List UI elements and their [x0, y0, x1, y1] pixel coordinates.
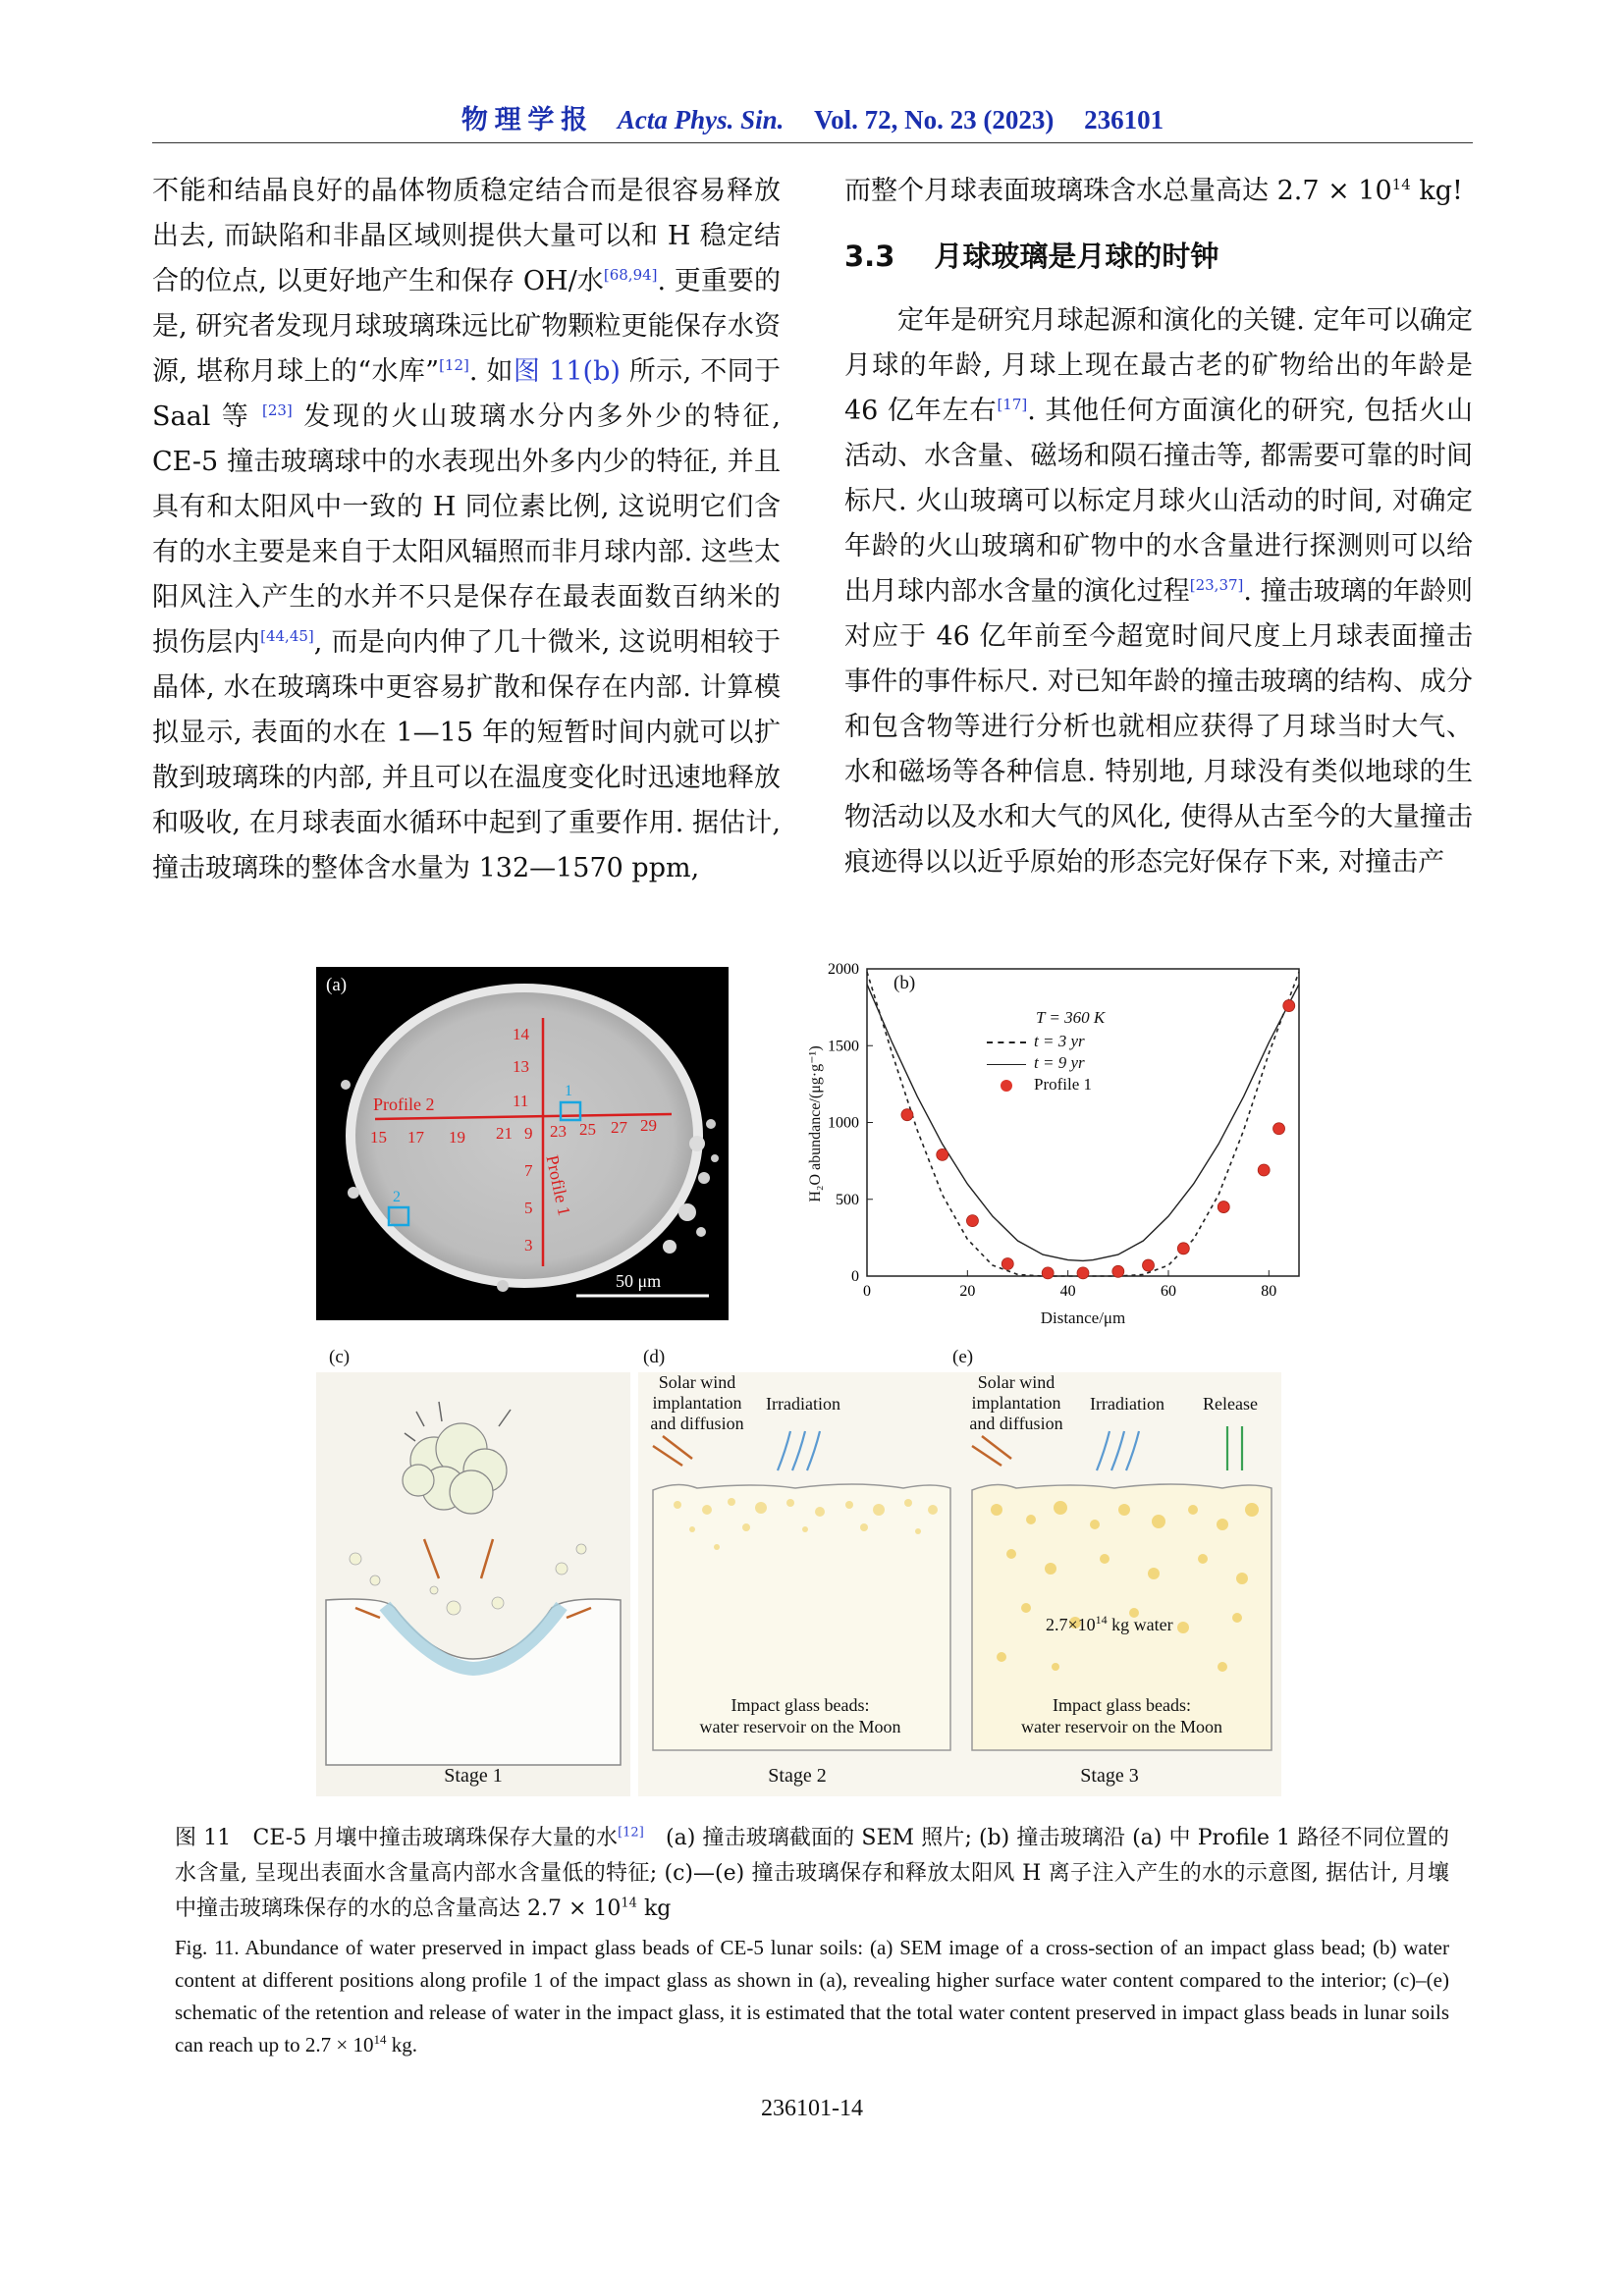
solar-wind-label: Solar wind implantation and diffusion	[650, 1372, 744, 1433]
release-label: Release	[1203, 1394, 1258, 1414]
citation-link[interactable]: [12]	[439, 356, 469, 374]
panel-c-label: (c)	[329, 1347, 351, 1367]
citation-link[interactable]: [23]	[261, 401, 293, 419]
left-column	[152, 169, 781, 891]
panel-a-label: (a)	[326, 975, 348, 995]
stage-1-label: Stage 1	[444, 1765, 503, 1787]
box-2-label: 2	[393, 1189, 401, 1205]
y-tick-label: 2000	[828, 961, 859, 978]
right-paragraph: 定年是研究月球起源和演化的关键. 定年可以确定月球的年龄, 月球上现在最古老的矿物给出的年龄是 46 亿年左右[17]. 其他任何方面演化的研究, 包括火山活动、水含量、磁场和陨石撞击等, 都需要可靠的时间标尺. 火山玻璃可以标定月球火山活动的时间, 对确定年龄的火山玻璃和矿物中的水含量进行探测则可以给出月球内部水含量的演化过程[23,37]. 撞击玻璃的年龄则对应于 46 亿年前至今超宽时间尺度上月球表面撞击事件的事件标尺. 对已知年龄的撞击玻璃的结构、成分和包含物等进行分析也就相应获得了月球当时大气、水和磁场等各种信息. 特别地, 月球没有类似地球的生物活动以及水和大气的风化, 使得从古至今的大量撞击痕迹得以以近乎原始的形态完好保存下来, 对撞击产	[844, 305, 1474, 878]
profile-1-point	[1077, 1267, 1089, 1279]
left-paragraph: 不能和结晶良好的晶体物质稳定结合而是很容易释放出去, 而缺陷和非晶区域则提供大量可以和 H 稳定结合的位点, 以更好地产生和保存 OH/水[68,94]. 更重要的是, 研究者发现月球玻璃珠远比矿物颗粒更能保存水资源, 堪称月球上的“水库”[12]. 如图 11(b) 所示, 不同于 Saal 等 [23] 发现的火山玻璃水分内多外少的特征, CE-5 撞击玻璃球中的水表现出外多内少的特征, 并且具有和太阳风中一致的 H 同位素比例, 这说明它们含有的水主要是来自于太阳风辐照而非月球内部. 这些太阳风注入产生的水并不只是保存在最表面数百纳米的损伤层内[44,45], 而是向内伸了几十微米, 这说明相较于晶体, 水在玻璃珠中更容易扩散和保存在内部. 计算模拟显示, 表面的水在 1—15 年的短暂时间内就可以扩散到玻璃珠的内部, 并且可以在温度变化时迅速地释放和吸收, 在月球表面水循环中起到了重要作用. 据估计, 撞击玻璃珠的整体含水量为 132—1570 ppm,	[152, 176, 781, 883]
irradiation-arrows	[778, 1431, 820, 1470]
y-tick-label: 0	[851, 1268, 859, 1285]
panel-d-stage-2	[638, 1372, 957, 1796]
citation-link[interactable]: [44,45]	[260, 627, 314, 645]
scale-bar-label: 50 μm	[616, 1271, 662, 1291]
x-tick-label: 60	[1160, 1283, 1176, 1300]
y-tick-label: 1500	[828, 1038, 859, 1055]
legend-t3: t = 3 yr	[987, 1032, 1085, 1051]
profile-1-point	[1273, 1123, 1285, 1135]
solar-wind-label: Solar wind implantation and diffusion	[969, 1372, 1063, 1433]
reservoir-label: Impact glass beads: water reservoir on the Moon	[699, 1695, 901, 1736]
profile-1-point	[1042, 1267, 1054, 1279]
x-tick-label: 80	[1261, 1283, 1277, 1300]
panel-e-label: (e)	[952, 1347, 974, 1367]
panel-e-stage-3	[957, 1372, 1281, 1796]
y-tick-label: 1000	[828, 1114, 859, 1132]
profile-1-point	[966, 1215, 978, 1227]
profile-1-point	[1112, 1265, 1124, 1277]
profile-1-point	[1177, 1243, 1189, 1255]
article-number: 236101	[1084, 105, 1164, 134]
stage-3-label: Stage 3	[1080, 1765, 1139, 1787]
reservoir-label: Impact glass beads: water reservoir on the Moon	[1021, 1695, 1222, 1736]
x-axis-label: Distance/μm	[1040, 1308, 1126, 1327]
irradiation-label: Irradiation	[766, 1394, 840, 1414]
legend-profile-1: Profile 1	[987, 1075, 1092, 1095]
water-amount-label: $2.7\times 10^{14}$ kg water	[1046, 1613, 1173, 1634]
figure-link[interactable]: 图 11(b)	[513, 356, 621, 387]
panel-b-label: (b)	[893, 973, 916, 993]
x-tick-label: 20	[959, 1283, 976, 1300]
irradiation-label: Irradiation	[1090, 1394, 1164, 1414]
legend-t9: t = 9 yr	[987, 1053, 1085, 1073]
x-tick-label: 0	[863, 1283, 871, 1300]
legend-temperature: T = 360 K	[1036, 1008, 1106, 1027]
y-tick-label: 500	[836, 1191, 859, 1208]
header-rule	[152, 142, 1473, 143]
profile-1-point	[937, 1148, 948, 1160]
section-heading: 3.3 月球玻璃是月球的时钟	[844, 240, 1219, 273]
box-1-label: 1	[565, 1083, 572, 1099]
profile-1-point	[901, 1109, 913, 1121]
journal-name-en: Acta Phys. Sin.	[617, 105, 785, 134]
stage-2-label: Stage 2	[768, 1765, 827, 1787]
profile-1-label: Profile 1	[542, 1153, 574, 1218]
panel-c-stage-1	[316, 1372, 630, 1796]
page-number: 236101-14	[761, 2096, 863, 2121]
citation-link[interactable]: [68,94]	[603, 266, 658, 284]
profile-1-point	[1143, 1259, 1155, 1271]
profile-1-point	[1001, 1257, 1013, 1269]
impact-cloud-icon	[403, 1423, 507, 1514]
right-column	[844, 169, 1473, 885]
x-tick-label: 40	[1059, 1283, 1076, 1300]
profile-1-point	[1218, 1201, 1229, 1213]
profile-1-point	[1258, 1164, 1270, 1176]
profile-2-label: Profile 2	[373, 1095, 435, 1114]
right-paragraph-continued: 而整个月球表面玻璃珠含水总量高达 $2.7 \times 10^{14}$ kg!	[844, 176, 1463, 206]
journal-name-cn: 物 理 学 报	[460, 105, 588, 134]
citation-link[interactable]: [23,37]	[1189, 576, 1244, 594]
y-axis-label: H₂O abundance/(μg·g⁻¹)	[807, 1045, 824, 1202]
panel-a-sem-image: (a) Profile 2 Profile 1 1 2 50 μm 14 13 11 7 5 3 15 17 19 21 9 23 25 27 29	[316, 967, 729, 1320]
journal-header	[152, 98, 1473, 137]
release-arrows	[1227, 1426, 1242, 1470]
panel-b-chart	[785, 957, 1316, 1335]
figure-caption-cn: 图 11 CE-5 月壤中撞击玻璃珠保存大量的水[12] (a) 撞击玻璃截面的 SEM 照片; (b) 撞击玻璃沿 (a) 中 Profile 1 路径不同位置的水含量, 呈现出表面水含量高内部水含量低的特征; (c)—(e) 撞击玻璃保存和释放太阳风 H 离子注入产生的水的示意图, 据估计, 月壤中撞击玻璃珠保存的水的总含量高达 $2.7 \times 10^{14}$ kg	[175, 1825, 1450, 1921]
profile-1-point	[1283, 1000, 1295, 1012]
citation-link[interactable]: [17]	[997, 396, 1028, 413]
figure-caption-en: Fig. 11. Abundance of water preserved in impact glass beads of CE-5 lunar soils: (a) SEM image of a cross-section of an impact glass bead; (b) water content at different positions along profile 1 of the impact glass as shown in (a), revealing higher surface water content compared to the interior; (c)–(e) schematic of the retention and release of water in the impact glass, it is estimated that the total water content preserved in impact glass beads in lunar soils can reach up to $2.7 \times 10^{14}$ kg.	[175, 1936, 1449, 2056]
journal-volume: Vol. 72, No. 23 (2023)	[814, 105, 1055, 134]
stage-1-illustration	[316, 1372, 630, 1796]
panel-d-label: (d)	[643, 1347, 666, 1367]
